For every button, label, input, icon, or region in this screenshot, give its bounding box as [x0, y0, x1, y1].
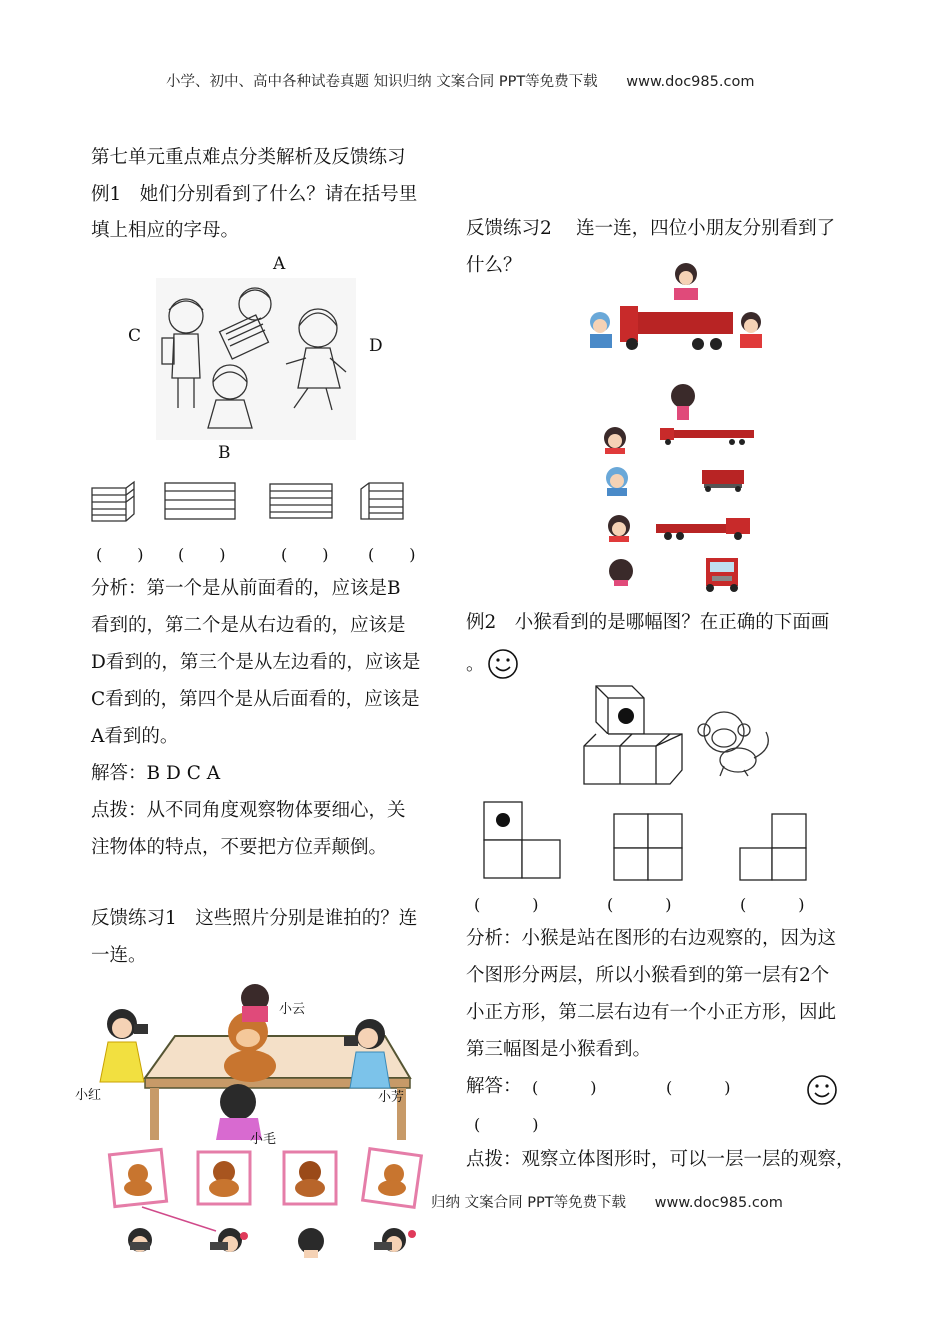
monkey-illustration	[694, 708, 774, 778]
ex2-answer-paren-2[interactable]: ( )	[666, 1078, 732, 1097]
ex2-answer-paren-1[interactable]: ( )	[532, 1078, 598, 1097]
truck-scene-illustration	[588, 262, 768, 357]
kid-1	[600, 426, 630, 454]
kid-4	[606, 558, 636, 586]
view-option-1	[90, 480, 136, 522]
monkey-photo-1	[110, 1150, 166, 1206]
ex2-analysis-line4: 第三幅图是小猴看到。	[466, 1039, 652, 1060]
ex1-paren-4[interactable]: ( )	[368, 545, 417, 564]
photographer-head-4	[372, 1226, 418, 1256]
photographer-head-2	[206, 1226, 250, 1256]
footer-url[interactable]: www.doc985.com	[654, 1195, 783, 1211]
view-option-4	[359, 481, 405, 521]
ex2-analysis-line2: 个图形分两层，所以小猴看到的第一层有2个	[466, 965, 830, 986]
feedback2-question-line1: 反馈练习2 连一连，四位小朋友分别看到了	[466, 218, 836, 239]
monkey-photo-2	[196, 1150, 252, 1206]
answer-smiley-icon	[806, 1074, 838, 1106]
ex1-analysis-line4: C看到的，第四个是从后面看的，应该是	[91, 689, 420, 710]
name-xiaoyun: 小云	[279, 1002, 306, 1017]
ex1-tip-line2: 注物体的特点，不要把方位弄颠倒。	[91, 837, 388, 858]
ex2-answer-paren-3[interactable]: ( )	[474, 1115, 540, 1134]
feedback1-question-line1: 反馈练习1 这些照片分别是谁拍的？连	[91, 908, 418, 929]
example1-question-line2: 填上相应的字母。	[91, 220, 240, 241]
children-observing-illustration	[156, 278, 356, 440]
example1-question-line1: 例1 她们分别看到了什么？请在括号里	[91, 184, 418, 205]
ex2-tip: 点拨：观察立体图形时，可以一层一层的观察，	[466, 1149, 855, 1170]
truck-view-back	[700, 468, 746, 492]
ex2-paren-3[interactable]: ( )	[740, 895, 806, 914]
ex2-analysis-line1: 分析：小猴是站在图形的右边观察的，因为这	[466, 928, 837, 949]
ex1-paren-3[interactable]: ( )	[281, 545, 330, 564]
example2-question-line1: 例2 小猴看到的是哪幅图？在正确的下面画	[466, 612, 830, 633]
truck-view-front	[702, 556, 742, 592]
smiley-icon	[487, 648, 519, 680]
cube-figure	[582, 684, 686, 788]
ex2-answer-label: 解答：	[466, 1076, 522, 1097]
ex1-analysis-line5: A看到的。	[91, 726, 179, 747]
ex2-option-2	[612, 812, 684, 882]
page-footer	[431, 1191, 783, 1212]
name-xiaohong: 小红	[75, 1088, 102, 1103]
ex2-option-1	[482, 800, 564, 880]
ex1-analysis-line3: D看到的，第三个是从左边看的，应该是	[91, 652, 421, 673]
header-text: 小学、初中、高中各种试卷真题 知识归纳 文案合同 PPT等免费下载	[166, 74, 598, 90]
ex1-answer: 解答：B D C A	[91, 763, 221, 784]
ex2-analysis-line3: 小正方形，第二层右边有一个小正方形，因此	[466, 1002, 837, 1023]
ex2-option-3	[738, 812, 808, 882]
label-c: C	[128, 326, 142, 346]
truck-view-side-2	[656, 516, 754, 542]
ex1-analysis-line1: 分析：第一个是从前面看的，应该是B	[91, 578, 401, 599]
footer-text: 归纳 文案合同 PPT等免费下载	[431, 1195, 627, 1211]
feedback1-question-line2: 一连。	[91, 945, 147, 966]
photographer-head-3	[296, 1226, 326, 1258]
photographer-head-1	[124, 1226, 156, 1256]
ex1-tip-line1: 点拨：从不同角度观察物体要细心，关	[91, 800, 406, 821]
ex1-paren-2[interactable]: ( )	[178, 545, 227, 564]
truck-view-side-1	[660, 424, 756, 446]
header-url[interactable]: www.doc985.com	[626, 74, 755, 90]
section-title: 第七单元重点难点分类解析及反馈练习	[91, 147, 406, 168]
kid-3	[604, 514, 634, 542]
example2-question-line2: 。	[466, 654, 485, 675]
ex1-paren-1[interactable]: ( )	[96, 545, 145, 564]
ex2-paren-1[interactable]: ( )	[474, 895, 540, 914]
kid-2	[602, 466, 632, 496]
ex2-paren-2[interactable]: ( )	[607, 895, 673, 914]
label-d: D	[369, 336, 383, 356]
table-photography-illustration	[90, 980, 420, 1140]
monkey-photo-3	[282, 1150, 338, 1206]
view-option-2	[163, 481, 237, 521]
kid-head-top	[670, 382, 696, 420]
label-b: B	[218, 443, 231, 463]
view-option-3	[268, 482, 334, 520]
label-a: A	[273, 254, 286, 274]
monkey-photo-4	[364, 1150, 420, 1206]
name-xiaofang: 小芳	[378, 1090, 405, 1105]
name-xiaomao: 小毛	[250, 1132, 277, 1147]
feedback2-question-line2: 什么？	[466, 255, 522, 276]
ex1-analysis-line2: 看到的，第二个是从右边看的，应该是	[91, 615, 406, 636]
page-header	[166, 70, 754, 91]
